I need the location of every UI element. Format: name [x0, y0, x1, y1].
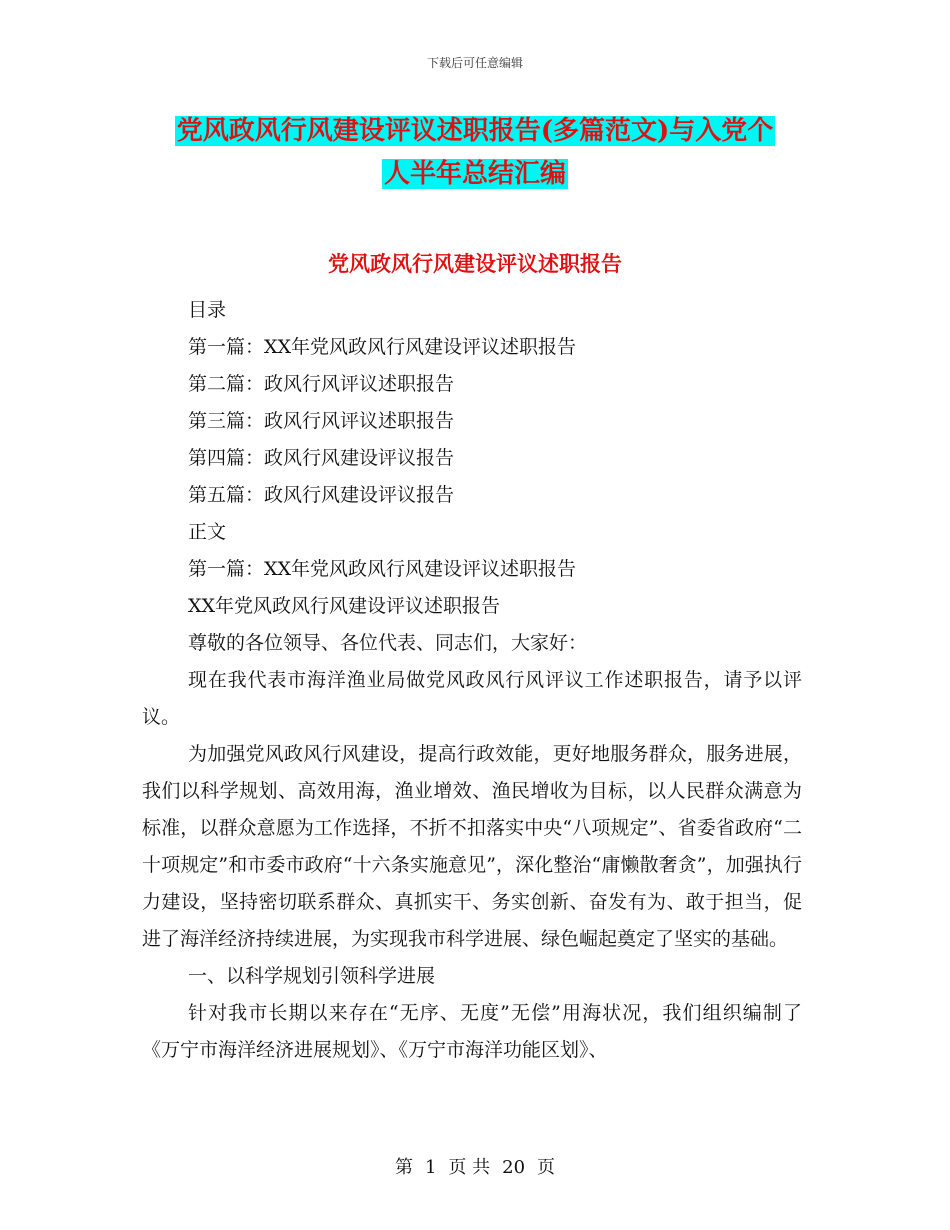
section-title: 党风政风行风建设评议述职报告: [328, 251, 622, 276]
toc-item: 第一篇：XX年党风政风行风建设评议述职报告: [188, 336, 577, 358]
toc-item: 第二篇：政风行风评议述职报告: [188, 373, 455, 395]
total-pages: 20: [502, 1157, 526, 1178]
toc-item: 第三篇：政风行风评议述职报告: [188, 410, 455, 432]
body-label: 正文: [188, 521, 227, 543]
report-title: XX年党风政风行风建设评议述职报告: [188, 595, 501, 617]
document-body: [142, 292, 802, 1069]
paragraph: 现在我代表市海洋渔业局做党风政风行风评议工作述职报告，请予以评议。: [142, 669, 802, 728]
greeting: 尊敬的各位领导、各位代表、同志们，大家好：: [188, 632, 588, 654]
document-title-line-1: [0, 114, 950, 148]
title-highlight-2: 人半年总结汇编: [383, 159, 566, 189]
toc-item: 第五篇：政风行风建设评议报告: [188, 484, 455, 506]
document-title-line-2: [0, 157, 950, 191]
page-suffix: 页: [537, 1157, 556, 1178]
page-prefix: 第: [394, 1157, 413, 1178]
paragraph: 针对我市长期以来存在“无序、无度”无偿”用海状况，我们组织编制了《万宁市海洋经济进展规划》、《万宁市海洋功能区划》、: [142, 1002, 802, 1061]
header-note: 下载后可任意编辑: [426, 56, 523, 70]
toc-label: 目录: [188, 299, 227, 321]
page-number: 1: [424, 1157, 437, 1178]
chapter-heading: 第一篇：XX年党风政风行风建设评议述职报告: [188, 558, 577, 580]
page-footer: [0, 1153, 950, 1179]
paragraph: 为加强党风政风行风建设，提高行政效能，更好地服务群众，服务进展，我们以科学规划、高效用海，渔业增效、渔民增收为目标，以人民群众满意为标准，以群众意愿为工作选择，不折不扣落实中央“八项规定”、省委省政府“二十项规定”和市委市政府“十六条实施意见”，深化整治“庸懒散奢贪”，加强执行力建设，坚持密切联系群众、真抓实干、务实创新、奋发有为、敢于担当，促进了海洋经济持续进展，为实现我市科学进展、绿色崛起奠定了坚实的基础。: [142, 743, 802, 950]
subheading: 一、以科学规划引领科学进展: [188, 965, 436, 987]
title-highlight-1: 党风政风行风建设评议述职报告(多篇范文)与入党个: [176, 116, 774, 146]
toc-item: 第四篇：政风行风建设评议报告: [188, 447, 455, 469]
page-mid: 页 共: [448, 1157, 491, 1178]
